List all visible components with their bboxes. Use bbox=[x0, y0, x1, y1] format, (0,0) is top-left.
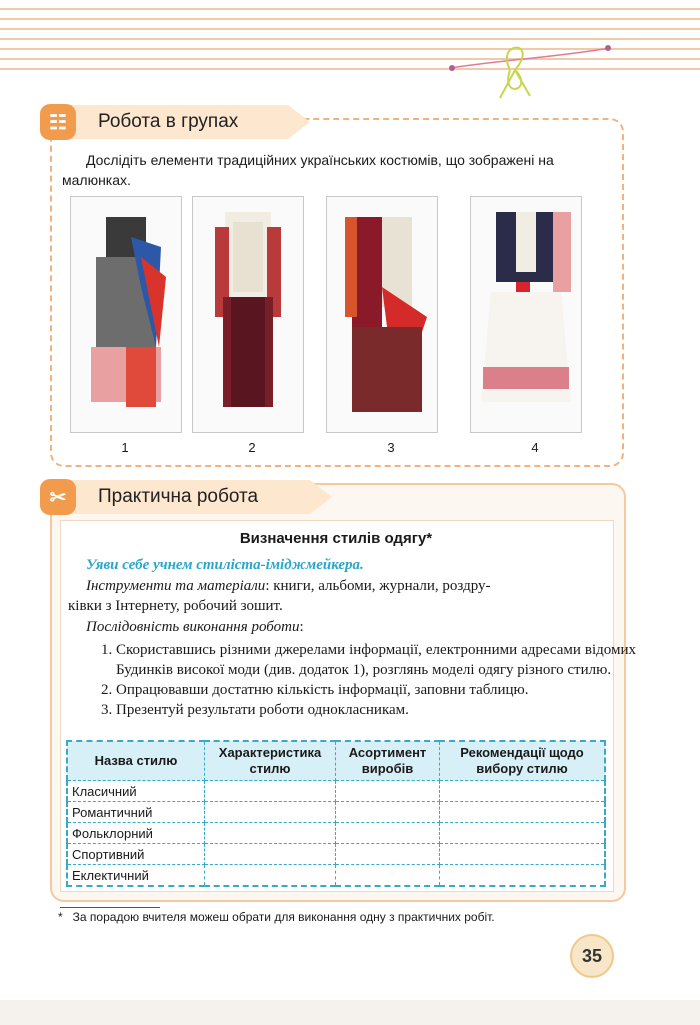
style-name-cell: Еклектичний bbox=[67, 865, 205, 887]
tools-text: : книги, альбоми, журнали, роздру- bbox=[265, 578, 491, 594]
page-number: 35 bbox=[570, 934, 614, 978]
empty-cell[interactable] bbox=[205, 844, 336, 865]
bottom-band bbox=[0, 1000, 700, 1025]
empty-cell[interactable] bbox=[440, 865, 606, 887]
empty-cell[interactable] bbox=[336, 844, 440, 865]
step-1: 1. Скориставшись різними джерелами інформації, електронними адресами відомих Будинків високої моди (див. додаток 1), розглянь моделі одягу різного стилю. bbox=[116, 640, 636, 680]
sequence-line bbox=[68, 617, 608, 637]
costume-photo-2 bbox=[192, 196, 304, 433]
footnote-text: За порадою вчителя можеш обрати для виконання одну з практичних робіт. bbox=[72, 910, 495, 924]
empty-cell[interactable] bbox=[336, 802, 440, 823]
empty-cell[interactable] bbox=[205, 865, 336, 887]
practical-heading: Визначення стилів одягу* bbox=[239, 530, 433, 547]
tools-line-2: ківки з Інтернету, робочий зошит. bbox=[68, 598, 283, 614]
photo-number-4: 4 bbox=[531, 440, 539, 455]
empty-cell[interactable] bbox=[205, 802, 336, 823]
practical-work-title: Практична робота bbox=[98, 486, 259, 507]
style-name-cell: Фольклорний bbox=[67, 823, 205, 844]
table-row bbox=[67, 781, 605, 802]
photo-number-3: 3 bbox=[387, 440, 395, 455]
ribbon-decoration bbox=[440, 30, 620, 100]
styles-table bbox=[66, 740, 606, 887]
style-name-cell: Романтичний bbox=[67, 802, 205, 823]
header-characteristic: Характеристика стилю bbox=[205, 741, 336, 781]
footnote-rule bbox=[60, 907, 160, 908]
header-assortment: Асортимент виробів bbox=[336, 741, 440, 781]
step-2: 2. Опрацювавши достатню кількість інформації, заповни таблицю. bbox=[116, 680, 636, 700]
photo-number-1: 1 bbox=[121, 440, 129, 455]
header-style-name: Назва стилю bbox=[67, 741, 205, 781]
footnote bbox=[58, 910, 495, 924]
empty-cell[interactable] bbox=[336, 823, 440, 844]
empty-cell[interactable] bbox=[440, 823, 606, 844]
empty-cell[interactable] bbox=[440, 781, 606, 802]
table-row bbox=[67, 823, 605, 844]
sequence-colon: : bbox=[299, 619, 304, 635]
photo-number-2: 2 bbox=[248, 440, 256, 455]
sequence-label: Послідовність виконання роботи bbox=[86, 619, 300, 635]
footnote-mark: * bbox=[58, 910, 63, 924]
steps-list bbox=[86, 640, 636, 720]
costume-photo-4 bbox=[470, 196, 582, 433]
costume-photo-1 bbox=[70, 196, 182, 433]
empty-cell[interactable] bbox=[205, 823, 336, 844]
practical-work-tab bbox=[40, 480, 310, 514]
style-name-cell: Спортивний bbox=[67, 844, 205, 865]
empty-cell[interactable] bbox=[205, 781, 336, 802]
empty-cell[interactable] bbox=[336, 781, 440, 802]
group-work-title: Робота в групах bbox=[98, 111, 239, 132]
step-3: 3. Презентуй результати роботи однокласникам. bbox=[116, 700, 636, 720]
costume-photo-3 bbox=[326, 196, 438, 433]
tools-line bbox=[68, 576, 608, 596]
empty-cell[interactable] bbox=[336, 865, 440, 887]
empty-cell[interactable] bbox=[440, 844, 606, 865]
tools-label: Інструменти та матеріали bbox=[86, 578, 266, 594]
table-header-row bbox=[67, 741, 605, 781]
empty-cell[interactable] bbox=[440, 802, 606, 823]
table-row bbox=[67, 802, 605, 823]
group-work-tab bbox=[40, 105, 288, 139]
group-work-intro: Дослідіть елементи традиційних українських костюмів, що зображені на малюнках. bbox=[62, 152, 554, 188]
scissors-icon: ✂ bbox=[40, 479, 76, 515]
header-recommendations: Рекомендації щодо вибору стилю bbox=[440, 741, 606, 781]
group-icon: ☷ bbox=[40, 104, 76, 140]
practical-lead: Уяви себе учнем стиліста-іміджмейкера. bbox=[86, 557, 364, 573]
table-row bbox=[67, 865, 605, 887]
table-row bbox=[67, 844, 605, 865]
style-name-cell: Класичний bbox=[67, 781, 205, 802]
